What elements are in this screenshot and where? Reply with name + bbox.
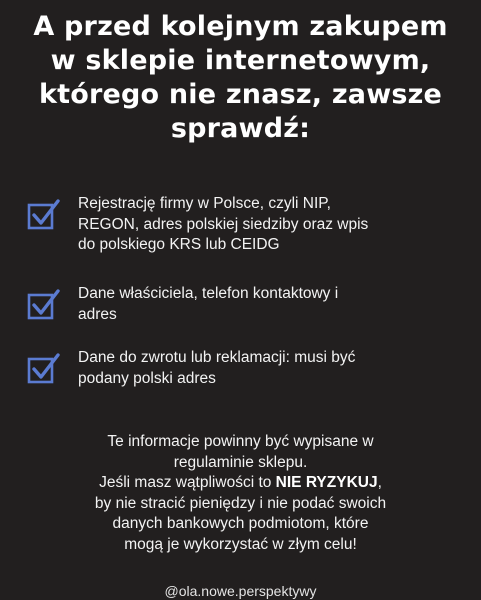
checkbox-checked-icon <box>26 352 60 386</box>
checklist-item <box>26 194 368 256</box>
heading-line: którego nie znasz, zawsze <box>38 79 443 110</box>
checklist-item-text <box>78 194 368 256</box>
info-text: Jeśli masz wątpliwości to <box>99 474 276 491</box>
heading-line: sprawdź: <box>170 113 311 144</box>
info-line-warning <box>10 473 471 494</box>
main-heading <box>10 10 471 146</box>
warning-emphasis: NIE RYZYKUJ <box>275 474 378 491</box>
checklist-item-line: Dane do zwrotu lub reklamacji: musi być <box>78 349 356 366</box>
checklist-item-text <box>78 284 338 325</box>
info-line: Te informacje powinny być wypisane w <box>107 433 374 450</box>
heading-line: A przed kolejnym zakupem <box>33 11 448 42</box>
author-handle: @ola.nowe.perspektywy <box>164 583 317 599</box>
checklist-item-line: adres <box>78 305 117 323</box>
checklist-item-line: podany polski adres <box>78 369 216 387</box>
info-line: danych bankowych podmiotom, które <box>112 515 369 532</box>
info-paragraph <box>10 432 471 555</box>
checkbox-checked-icon <box>26 288 60 322</box>
checkbox-checked-icon <box>26 198 60 232</box>
checklist-item <box>26 348 355 389</box>
checklist-item-line: Dane właściciela, telefon kontaktowy i <box>78 285 339 302</box>
info-text: , <box>377 474 382 491</box>
checklist-item-text <box>78 348 355 389</box>
checklist-item <box>26 284 338 325</box>
heading-line: w sklepie internetowym, <box>50 45 431 76</box>
info-line: mogą je wykorzystać w złym celu! <box>124 535 357 553</box>
checklist-item-line: REGON, adres polskiej siedziby oraz wpis <box>78 215 369 233</box>
info-line: by nie stracić pieniędzy i nie podać swoich <box>94 494 387 512</box>
checklist-item-line: Rejestrację firmy w Polsce, czyli NIP, <box>78 195 331 212</box>
info-line: regulaminie sklepu. <box>173 453 308 471</box>
checklist-item-line: do polskiego KRS lub CEIDG <box>78 236 280 253</box>
